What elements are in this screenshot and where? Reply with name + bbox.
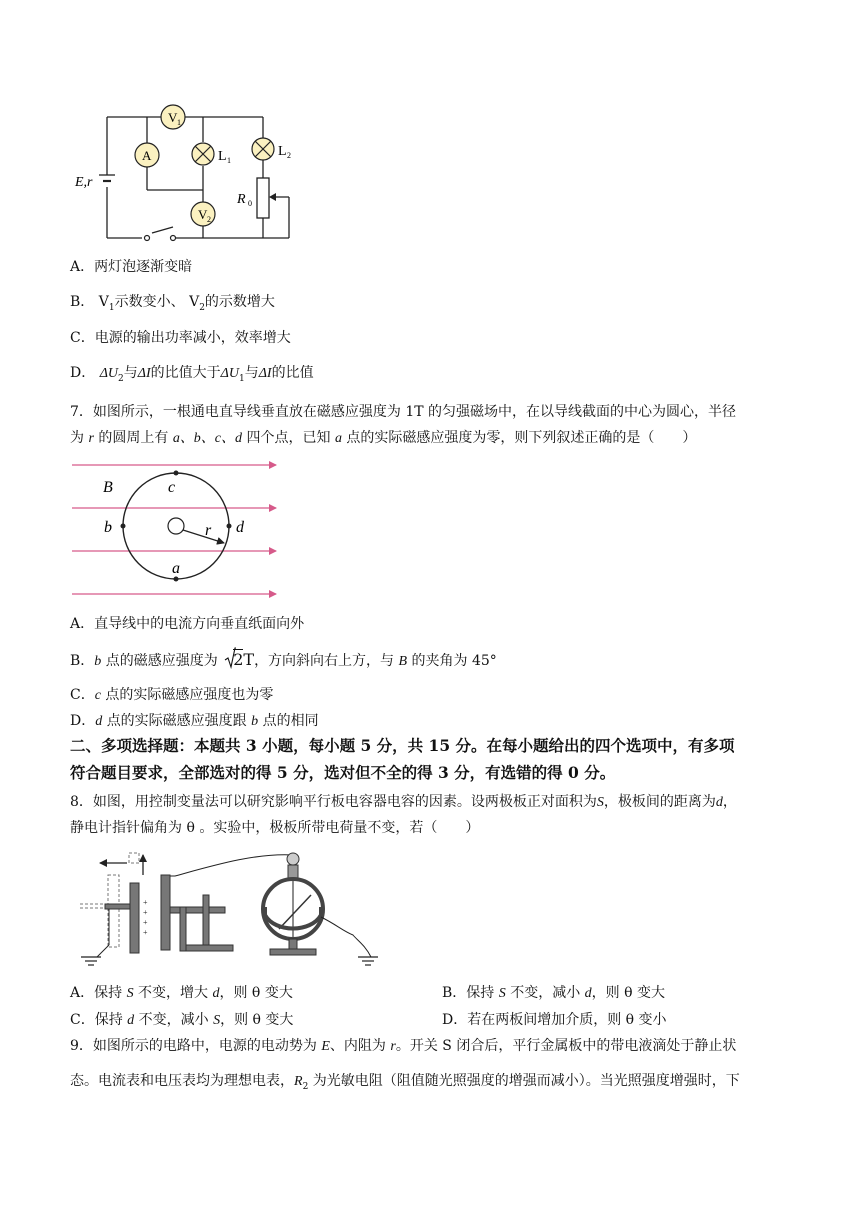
svg-text:2: 2 [287,151,291,160]
svg-text:V: V [168,110,178,125]
q7-option-a: A．直导线中的电流方向垂直纸面向外 [70,616,305,632]
q9-stem-line2: 态。电流表和电压表均为理想电表，$R_2$ 为光敏电阻（阻值随光照强度的增强而减小）。当光照强度增强时，下 [70,1073,740,1092]
svg-text:+: + [143,898,148,907]
magnetic-field-diagram [70,455,280,603]
q8-stem-line2: 静电计指针偏角为 θ 。实验中，极板所带电荷量不变，若（ ） [70,820,480,836]
svg-text:E,r: E,r [75,175,93,190]
q8-option-b: B．保持 S 不变，减小 d，则 θ 变大 [442,985,665,1001]
point-a [174,577,179,582]
q6-option-d: D． $\Delta U_2$与ΔI的比值大于$\Delta U_1$与ΔI的比值 [70,365,314,384]
q8-option-d: D．若在两板间增加介质，则 θ 变小 [442,1012,667,1028]
q8-option-a: A．保持 S 不变，增大 d，则 θ 变大 B．保持 S 不变，减小 d，则 θ 变大 [70,983,293,1004]
q8-stem-line1: 8．如图，用控制变量法可以研究影响平行板电容器电容的因素。设两极板正对面积为S，极板间的距离为d， [70,794,737,810]
svg-text:a: a [172,560,180,577]
svg-text:b: b [104,519,112,536]
q6-option-b: B． $V_1$示数变小、 $V_2$的示数增大 [70,294,275,313]
q7-option-d: D．d 点的实际磁感应强度跟 b 点的相同 [70,713,319,729]
svg-text:A: A [142,148,152,163]
svg-text:1: 1 [227,156,231,165]
svg-text:L: L [218,149,227,164]
svg-text:R: R [237,192,246,207]
svg-text:0: 0 [248,199,252,208]
q8-option-c: C．保持 d 不变，减小 S，则 θ 变大 D．若在两板间增加介质，则 θ 变小 [70,1012,667,1028]
movable-plate [130,883,139,953]
svg-text:+: + [143,928,148,937]
q7-stem-line2: 为 r 的圆周上有 a、b、c、d 四个点，已知 a 点的实际磁感应强度为零，则下列叙述正确的是（ ） [70,430,697,446]
q6-option-a: A．两灯泡逐渐变暗 [70,259,193,275]
sqrt-sign [224,647,236,669]
svg-text:c: c [168,479,176,496]
svg-text:+: + [143,908,148,917]
section-heading-line1: 二、多项选择题：本题共 3 小题，每小题 5 分，共 15 分。在每小题给出的四个选项中，有多项 [70,736,735,755]
q9-stem-line1: 9．如图所示的电路中，电源的电动势为 E、内阻为 r。开关 S 闭合后，平行金属板中的带电液滴处于静止状 [70,1038,737,1054]
fixed-plate [161,875,170,950]
point-b [121,524,126,529]
svg-text:d: d [236,519,244,536]
lamp-l1 [192,143,214,165]
point-c [174,471,179,476]
svg-text:+: + [143,918,148,927]
svg-text:V: V [198,207,208,222]
q6-option-c: C．电源的输出功率减小，效率增大 [70,330,291,346]
svg-text:B: B [103,479,113,496]
q7-option-b: B．b 点的磁感应强度为 2T，方向斜向右上方，与 B 的夹角为 45° [70,650,497,672]
capacitor-electrometer-diagram [75,845,380,970]
svg-text:r: r [205,522,212,539]
wire-cross-section [168,518,184,534]
circuit-diagram [70,100,300,245]
svg-text:L: L [278,144,287,159]
q7-stem-line1: 7．如图所示，一根通电直导线垂直放在磁感应强度为 1T 的匀强磁场中，在以导线截面的中心为圆心，半径 [70,404,737,420]
section-heading-line2: 符合题目要求，全部选对的得 5 分，选对但不全的得 3 分，有选错的得 0 分。 [70,763,616,782]
svg-text:2: 2 [207,215,211,224]
point-d [227,524,232,529]
svg-text:1: 1 [177,118,181,127]
q7-option-c: C．c 点的实际磁感应强度也为零 [70,687,274,703]
lamp-l2 [252,138,274,160]
